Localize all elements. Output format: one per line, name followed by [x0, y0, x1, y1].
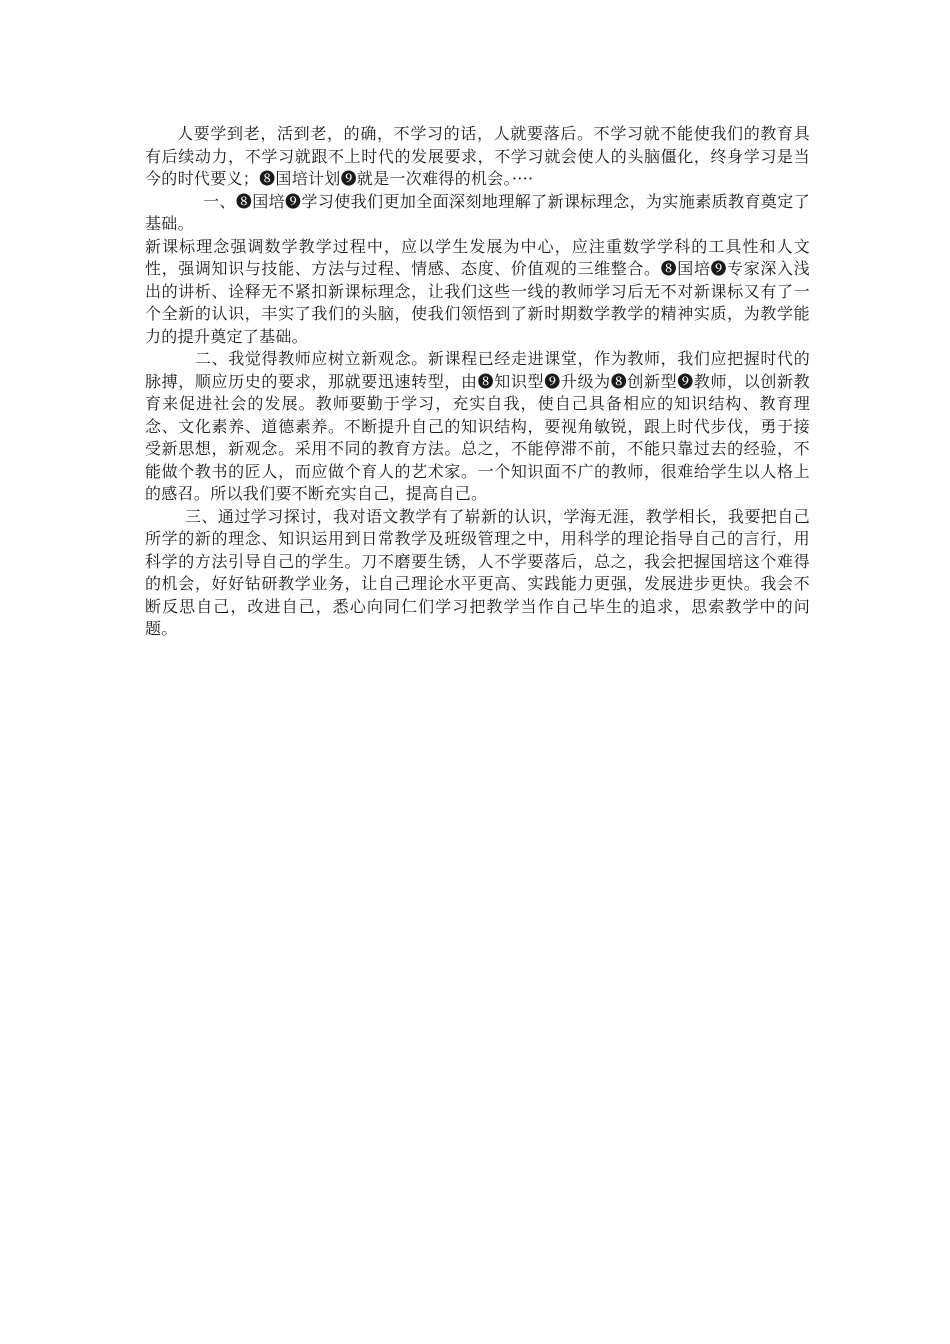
- curriculum-standard-paragraph: 新课标理念强调数学教学过程中，应以学生发展为中心，应注重数学学科的工具性和人文性，强调知识与技能、方法与过程、情感、态度、价值观的三维整合。❽国培❾专家深入浅出的讲析、诠释无不紧扣新课标理念，让我们这些一线的教师学习后无不对新课标又有了一个全新的认识，丰实了我们的头脑，使我们领悟到了新时期数学教学的精神实质，为教学能力的提升奠定了基础。: [145, 236, 810, 346]
- section-two-paragraph: 二、我觉得教师应树立新观念。新课程已经走进课堂，作为教师，我们应把握时代的脉搏，顺应历史的要求，那就要迅速转型，由❽知识型❾升级为❽创新型❾教师，以创新教育来促进社会的发展。教师要勤于学习，充实自我，使自己具备相应的知识结构、教育理念、文化素养、道德素养。不断提升自己的知识结构，要视角敏锐，跟上时代步伐，勇于接受新思想，新观念。采用不同的教育方法。总之，不能停滞不前，不能只靠过去的经验，不能做个教书的匠人，而应做个育人的艺术家。一个知识面不广的教师，很难给学生以人格上的感召。所以我们要不断充实自己，提高自己。: [145, 349, 810, 503]
- section-one-heading-paragraph: 一、❽国培❾学习使我们更加全面深刻地理解了新课标理念，为实施素质教育奠定了基础。: [145, 191, 810, 233]
- section-three-paragraph: 三、通过学习探讨，我对语文教学有了崭新的认识，学海无涯，教学相长，我要把自己所学的新的理念、知识运用到日常教学及班级管理之中，用科学的理论指导自己的言行，用科学的方法引导自己的学生。刀不磨要生锈，人不学要落后，总之，我会把握国培这个难得的机会，好好钻研教学业务，让自己理论水平更高、实践能力更强，发展进步更快。我会不断反思自己，改进自己，悉心向同仁们学习把教学当作自己毕生的追求，思索教学中的问题。: [145, 506, 810, 638]
- document-body: [145, 123, 810, 641]
- intro-paragraph: 人要学到老，活到老，的确，不学习的话，人就要落后。不学习就不能使我们的教育具有后续动力，不学习就跟不上时代的发展要求，不学习就会使人的头脑僵化，终身学习是当今的时代要义；❽国培计划❾就是一次难得的机会。····: [145, 124, 810, 188]
